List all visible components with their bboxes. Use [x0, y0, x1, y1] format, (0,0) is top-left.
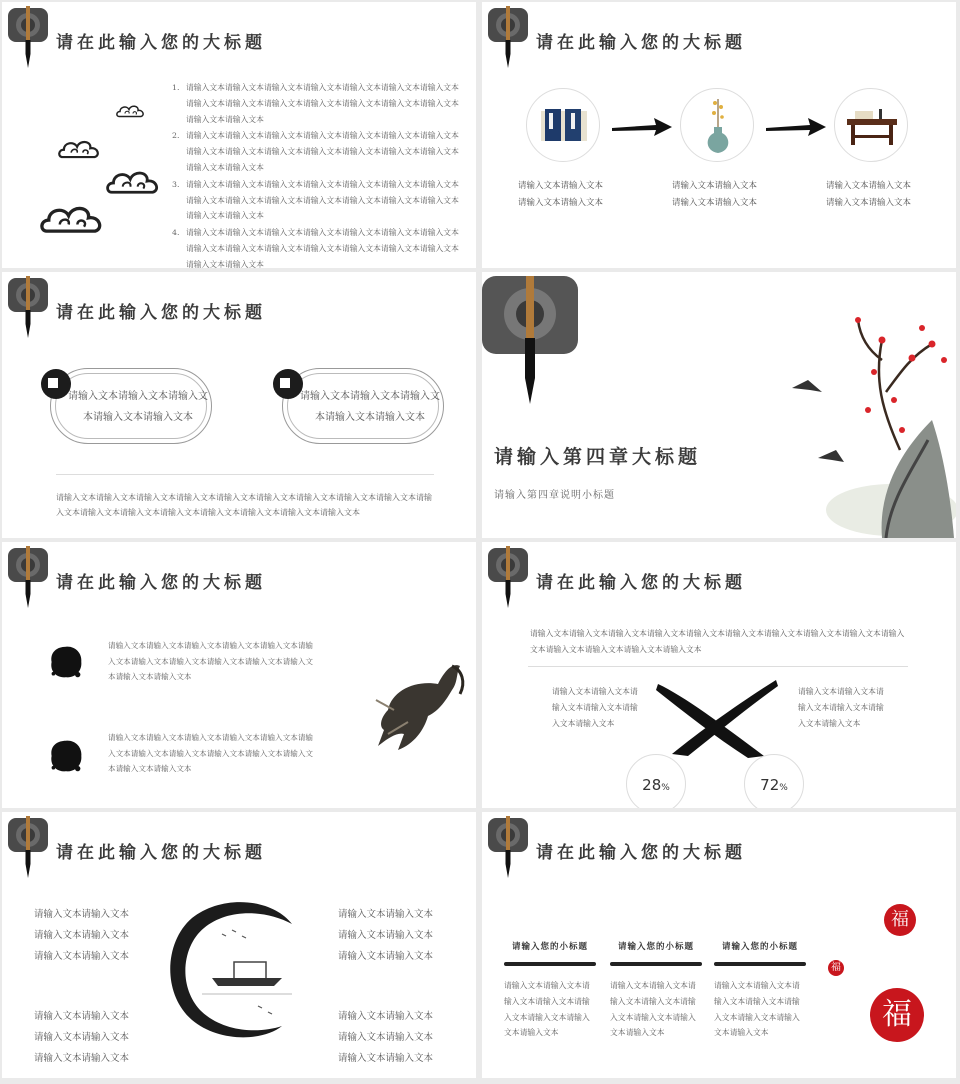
pill-text: 请输入文本请输入文本请输入文本请输入文本请输入文本 [68, 391, 208, 423]
ink-stone-logo-icon [488, 816, 528, 878]
right-text: 请输入文本请输入文本请输入文本请输入文本请输入文本请输入文本 [798, 687, 884, 728]
ink-stone-logo-icon [8, 816, 48, 878]
fu-seal-small: 福 [884, 904, 916, 936]
slide-title: 请在此输入您的大标题 [536, 573, 746, 593]
ink-stone-logo-icon [8, 546, 48, 608]
ink-circle-boat-icon [162, 894, 312, 1044]
slide-6 [482, 542, 956, 808]
section-text: 请输入文本请输入文本请输入文本请输入文本请输入文本请输入文本请输入文本请输入文本 [610, 981, 696, 1038]
section-text: 请输入文本请输入文本请输入文本请输入文本请输入文本请输入文本请输入文本请输入文本 [714, 981, 800, 1038]
section-block [610, 940, 702, 1041]
list-item: 1. 请输入文本请输入文本请输入文本请输入文本请输入文本请输入文本请输入文本请输入文本请输入文本请输入文本请输入文本请输入文本请输入文本请输入文本请输入文本请输入文本 [172, 83, 459, 124]
slide-8 [482, 812, 956, 1078]
percent-left: 28% [626, 754, 686, 808]
step-caption: 请输入文本请输入文本请输入文本请输入文本 [826, 181, 912, 208]
list-item: 3. 请输入文本请输入文本请输入文本请输入文本请输入文本请输入文本请输入文本请输入文本请输入文本请输入文本请输入文本请输入文本请输入文本请输入文本请输入文本请输入文本 [172, 179, 459, 221]
section-block [504, 940, 596, 1041]
cloud-icon [116, 102, 146, 120]
cloud-icon [58, 136, 102, 162]
slide-title: 请在此输入您的大标题 [56, 573, 266, 593]
slide-3 [2, 272, 476, 538]
text-stack: 请输入文本请输入文本 请输入文本请输入文本 请输入文本请输入文本 [338, 1011, 434, 1064]
ink-stone-logo-icon [8, 6, 48, 68]
slide-7 [2, 812, 476, 1078]
section-block [714, 940, 806, 1041]
ink-stone-logo-icon [8, 276, 48, 338]
cloud-icon [106, 166, 162, 198]
slide-title: 请在此输入您的大标题 [56, 303, 266, 323]
body-text: 请输入文本请输入文本请输入文本请输入文本请输入文本请输入文本请输入文本请输入文本请输入文本请输入文本请输入文本请输入文本请输入文本请输入文本 [530, 629, 905, 654]
section-text: 请输入文本请输入文本请输入文本请输入文本请输入文本请输入文本请输入文本请输入文本 [504, 981, 590, 1038]
body-text: 请输入文本请输入文本请输入文本请输入文本请输入文本请输入文本请输入文本请输入文本请输入文本请输入文本请输入文本请输入文本请输入文本 [108, 733, 314, 774]
slide-4 [482, 272, 956, 538]
section-heading: 请输入您的小标题 [721, 942, 798, 952]
fu-seal-large: 福 [870, 988, 924, 1042]
desk-icon [835, 89, 909, 163]
ink-stone-logo-icon [488, 6, 528, 68]
ink-stone-brush-icon [482, 276, 582, 406]
text-stack: 请输入文本请输入文本 请输入文本请输入文本 请输入文本请输入文本 [34, 909, 130, 962]
ink-cross-icon [654, 676, 780, 760]
slide-title: 请在此输入您的大标题 [56, 33, 266, 53]
slide-title: 请在此输入您的大标题 [536, 843, 746, 863]
percent-right: 72% [744, 754, 804, 808]
list-item: 2. 请输入文本请输入文本请输入文本请输入文本请输入文本请输入文本请输入文本请输入文本请输入文本请输入文本请输入文本请输入文本请输入文本请输入文本请输入文本请输入文本 [172, 131, 459, 172]
book-circle [526, 88, 600, 162]
fu-seal-tiny: 福 [828, 960, 844, 976]
text-stack: 请输入文本请输入文本 请输入文本请输入文本 请输入文本请输入文本 [34, 1011, 130, 1064]
desk-circle [834, 88, 908, 162]
ink-blot-icon [48, 644, 84, 680]
book-icon [527, 89, 601, 163]
step-caption: 请输入文本请输入文本请输入文本请输入文本 [672, 181, 758, 208]
left-text: 请输入文本请输入文本请输入文本请输入文本请输入文本请输入文本 [552, 687, 638, 728]
ink-stone-logo-icon [488, 546, 528, 608]
ink-blot-icon [48, 738, 84, 774]
section-heading: 请输入您的小标题 [617, 942, 694, 952]
cloud-icon [40, 200, 106, 238]
brush-bar [504, 962, 596, 966]
slide-1 [2, 2, 476, 268]
section-heading: 请输入您的小标题 [511, 942, 588, 952]
chapter-subtitle: 请输入第四章说明小标题 [494, 490, 615, 501]
numbered-list [172, 80, 462, 268]
slide-5 [2, 542, 476, 808]
chapter-title: 请输入第四章大标题 [494, 446, 702, 468]
brush-arrow-icon [610, 114, 674, 140]
divider [528, 666, 908, 667]
divider [56, 474, 434, 475]
brush-arrow-icon [764, 114, 828, 140]
body-text: 请输入文本请输入文本请输入文本请输入文本请输入文本请输入文本请输入文本请输入文本请输入文本请输入文本请输入文本请输入文本请输入文本 [108, 641, 314, 682]
plum-blossom-painting-icon [782, 300, 956, 538]
brush-bar [610, 962, 702, 966]
slide-title: 请在此输入您的大标题 [56, 843, 266, 863]
step-caption: 请输入文本请输入文本请输入文本请输入文本 [518, 181, 604, 208]
slide-title: 请在此输入您的大标题 [536, 33, 746, 53]
vase-icon [681, 89, 755, 163]
body-text: 请输入文本请输入文本请输入文本请输入文本请输入文本请输入文本请输入文本请输入文本请输入文本请输入文本请输入文本请输入文本请输入文本请输入文本请输入文本请输入文本请输入文本 [56, 493, 432, 517]
brush-bar [714, 962, 806, 966]
horse-painting-icon [368, 650, 468, 760]
pill-text: 请输入文本请输入文本请输入文本请输入文本请输入文本 [300, 391, 440, 423]
vase-circle [680, 88, 754, 162]
slide-2 [482, 2, 956, 268]
list-item: 4. 请输入文本请输入文本请输入文本请输入文本请输入文本请输入文本请输入文本请输入文本请输入文本请输入文本请输入文本请输入文本请输入文本请输入文本请输入文本请输入文本 [172, 228, 459, 268]
text-stack: 请输入文本请输入文本 请输入文本请输入文本 请输入文本请输入文本 [338, 909, 434, 962]
